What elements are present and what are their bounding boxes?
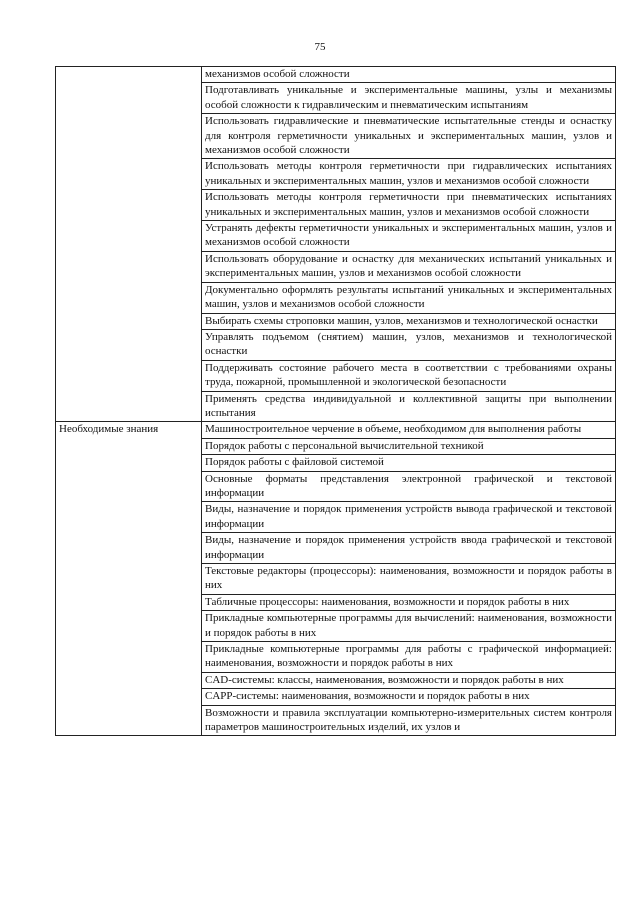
requirement-text: механизмов особой сложности [202,67,616,83]
requirement-text: CAD-системы: классы, наименования, возможности и порядок работы в них [202,672,616,688]
requirement-text: Использовать методы контроля герметичности при пневматических испытаниях уникальных и экспериментальных машин, узлов и механизмов особой сложности [202,190,616,221]
requirement-text: Порядок работы с персональной вычислительной техникой [202,438,616,454]
requirement-text: Порядок работы с файловой системой [202,455,616,471]
requirement-text: Управлять подъемом (снятием) машин, узлов, механизмов и технологической оснастки [202,329,616,360]
requirement-text: Устранять дефекты герметичности уникальных и экспериментальных машин, узлов и механизмов особой сложности [202,221,616,252]
requirement-text: Использовать методы контроля герметичности при гидравлических испытаниях уникальных и экспериментальных машин, узлов и механизмов особой сложности [202,159,616,190]
requirement-text: Использовать гидравлические и пневматические испытательные стенды и оснастку для контроля герметичности уникальных и экспериментальных машин, узлов и механизмов особой сложности [202,114,616,159]
requirement-text: Применять средства индивидуальной и коллективной защиты при выполнении испытания [202,391,616,422]
requirements-table [55,66,616,736]
requirement-text: Виды, назначение и порядок применения устройств вывода графической и текстовой информации [202,502,616,533]
requirement-text: Текстовые редакторы (процессоры): наименования, возможности и порядок работы в них [202,564,616,595]
page-number: 75 [314,41,326,53]
table-row [56,67,616,83]
requirement-text: Возможности и правила эксплуатации компьютерно-измерительных систем контроля параметров машиностроительных изделий, их узлов и [202,705,616,736]
requirement-text: Виды, назначение и порядок применения устройств ввода графической и текстовой информации [202,533,616,564]
section-label [56,67,202,422]
section-label: Необходимые знания [56,422,202,736]
table-row [56,422,616,438]
requirement-text: Прикладные компьютерные программы для работы с графической информацией: наименования, возможности и порядок работы в них [202,642,616,673]
requirement-text: Выбирать схемы строповки машин, узлов, механизмов и технологической оснастки [202,313,616,329]
requirement-text: Прикладные компьютерные программы для вычислений: наименования, возможности и порядок работы в них [202,611,616,642]
requirement-text: CAPP-системы: наименования, возможности и порядок работы в них [202,689,616,705]
requirement-text: Использовать оборудование и оснастку для механических испытаний уникальных и экспериментальных машин, узлов и механизмов особой сложности [202,251,616,282]
requirement-text: Машиностроительное черчение в объеме, необходимом для выполнения работы [202,422,616,438]
requirement-text: Табличные процессоры: наименования, возможности и порядок работы в них [202,594,616,610]
requirements-table-body [56,67,616,736]
requirement-text: Основные форматы представления электронной графической и текстовой информации [202,471,616,502]
requirement-text: Подготавливать уникальные и экспериментальные машины, узлы и механизмы особой сложности к гидравлическим и пневматическим испытаниям [202,83,616,114]
requirement-text: Поддерживать состояние рабочего места в соответствии с требованиями охраны труда, пожарной, промышленной и экологической безопасности [202,360,616,391]
requirement-text: Документально оформлять результаты испытаний уникальных и экспериментальных машин, узлов и механизмов особой сложности [202,282,616,313]
